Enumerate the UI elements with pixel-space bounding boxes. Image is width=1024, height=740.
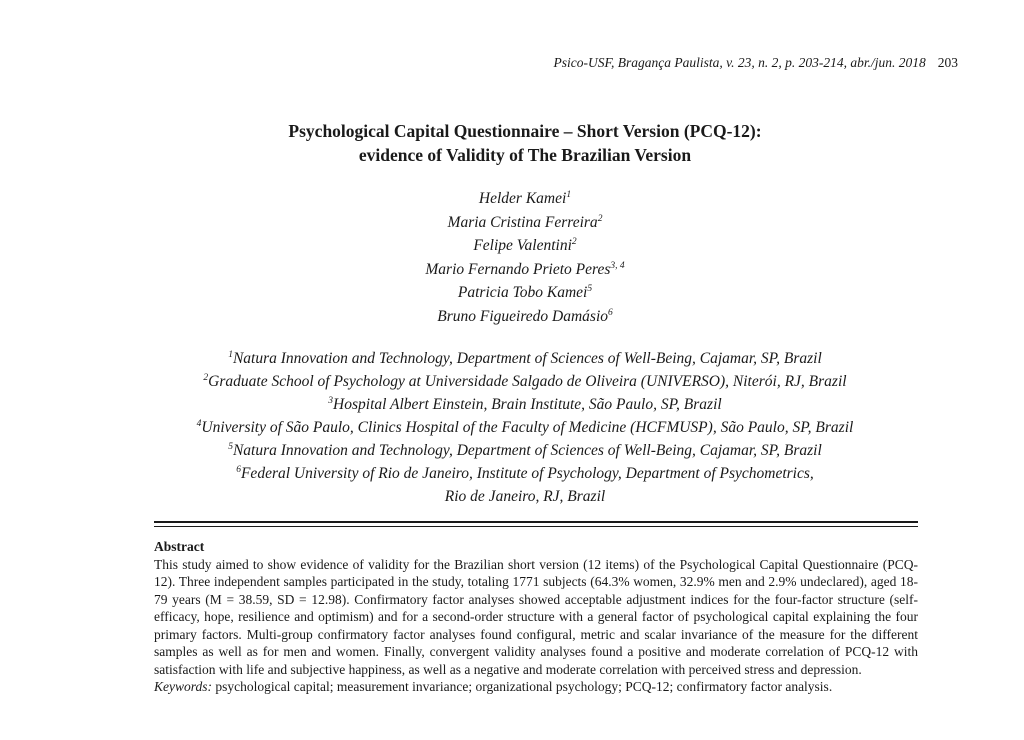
author: Patricia Tobo Kamei$^5$ [457,284,593,301]
author-list [0,187,1024,328]
running-header [554,55,958,71]
journal-citation: Psico-USF, Bragança Paulista, v. 23, n. 2, p. 203-214, abr./jun. 2018 [553,55,926,70]
keywords-text: psychological capital; measurement invariance; organizational psychology; PCQ-12; confirmatory factor analysis. [215,679,833,694]
affiliation-list [0,347,1024,508]
affiliation: $^1$Natura Innovation and Technology, Department of Sciences of Well-Being, Cajamar, SP, Brazil [228,350,822,367]
author: Helder Kamei$^1$ [478,190,572,207]
author: Felipe Valentini$^2$ [473,237,577,254]
section-divider-thick [154,521,918,523]
abstract-heading: Abstract [154,539,205,554]
author: Bruno Figueiredo Damásio$^6$ [437,307,613,325]
affiliation: $^2$Graduate School of Psychology at Universidade Salgado de Oliveira (UNIVERSO), Niterói, RJ, Brazil [203,373,847,390]
keywords-line [154,678,918,696]
keywords-label: Keywords: [154,679,212,694]
title-line-1: Psychological Capital Questionnaire – Short Version (PCQ-12): [288,121,762,141]
affiliation: $^5$Natura Innovation and Technology, Department of Sciences of Well-Being, Cajamar, SP, Brazil [228,442,822,459]
affiliation-continuation: Rio de Janeiro, RJ, Brazil [444,488,606,505]
affiliation: $^4$University of São Paulo, Clinics Hospital of the Faculty of Medicine (HCFMUSP), São Paulo, SP, Brazil [196,419,854,436]
author: Maria Cristina Ferreira$^2$ [447,213,603,231]
author: Mario Fernando Prieto Peres$^{3, 4}$ [425,260,625,278]
page-number: 203 [937,55,958,70]
paper-title [0,119,1024,167]
section-divider-thin [154,526,918,527]
title-line-2: evidence of Validity of The Brazilian Version [358,145,692,165]
affiliation: $^3$Hospital Albert Einstein, Brain Institute, São Paulo, SP, Brazil [328,396,722,413]
abstract-body: This study aimed to show evidence of validity for the Brazilian short version (12 items) of the Psychological Capital Questionnaire (PCQ-12). Three independent samples participated in the study, totaling 1771 subjects (64.3% women, 32.9% men and 2.9% undeclared), aged 18-79 years (M = 38.59, SD = 12.98). Confirmatory factor analyses showed acceptable adjustment indices for the four-factor structure (self-efficacy, hope, resilience and optimism) and for a second-order structure with a general factor of psychological capital explaining the four primary factors. Multi-group confirmatory factor analyses found configural, metric and scalar invariance of the measure for the different samples as well as for men and women. Finally, convergent validity analyses found a positive and moderate correlation of PCQ-12 with satisfaction with life and subjective happiness, as well as a negative and moderate correlation with perceived stress and depression. [154,556,918,677]
affiliation: $^6$Federal University of Rio de Janeiro, Institute of Psychology, Department of Psychometrics, [236,465,814,482]
abstract-section [154,538,918,696]
